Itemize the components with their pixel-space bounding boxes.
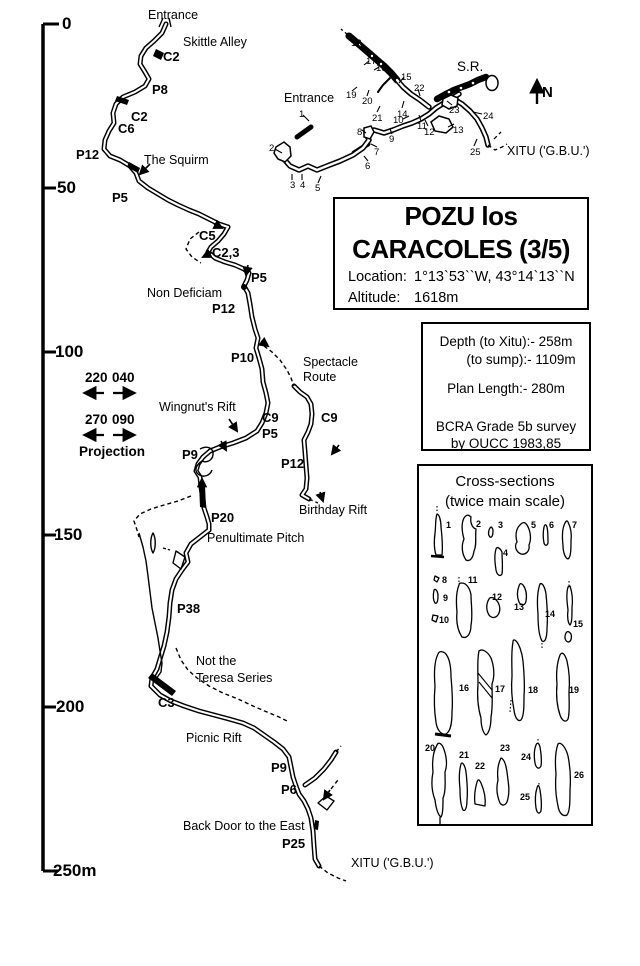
plan-station-number: 14 xyxy=(397,109,408,120)
elevation-label: C6 xyxy=(118,121,135,136)
elevation-label: C5 xyxy=(199,228,216,243)
plan-station-number: 7 xyxy=(374,147,380,158)
elevation-label: P8 xyxy=(152,82,168,97)
cross-section-number: 5 xyxy=(531,520,537,530)
cross-section-number: 25 xyxy=(520,792,531,802)
cross-section-number: 17 xyxy=(495,684,506,694)
depth-tick-label: 50 xyxy=(57,178,76,197)
projection-key-label: Projection xyxy=(79,444,146,459)
cross-section-number: 13 xyxy=(514,602,525,612)
elevation-label: P12 xyxy=(76,147,100,162)
plan-station-number: 24 xyxy=(483,111,494,122)
depth-scale-bar xyxy=(43,24,59,871)
plan-station-number: 8 xyxy=(357,127,363,138)
cross-section-number: 7 xyxy=(572,520,578,530)
cross-section-number: 11 xyxy=(468,575,478,585)
plan-station-number: 22 xyxy=(414,83,425,94)
elevation-label: C9 xyxy=(321,410,338,425)
plan-label: XITU ('G.B.U.') xyxy=(507,144,590,158)
elevation-label: C2 xyxy=(163,49,180,64)
projection-arrows xyxy=(85,393,134,435)
cross-section-number: 22 xyxy=(475,761,486,771)
plan-station-number: 11 xyxy=(417,121,427,132)
cross-section-number: 8 xyxy=(442,575,448,585)
plan-station-number: 12 xyxy=(424,127,435,138)
cross-section-number: 9 xyxy=(443,593,449,603)
plan-station-number: 21 xyxy=(372,113,383,124)
elevation-label: Picnic Rift xyxy=(186,731,242,745)
elevation-label: Not the xyxy=(196,654,237,668)
elevation-profile-walls xyxy=(104,24,336,866)
cross-section-number: 20 xyxy=(425,743,436,753)
depth-to-sump: (to sump):- 1109m xyxy=(466,351,576,367)
depth-tick-label: 100 xyxy=(55,342,84,361)
projection-key-label: 270 xyxy=(85,412,108,427)
elevation-label: Penultimate Pitch xyxy=(207,531,305,545)
map-title-line2: CARACOLES (3/5) xyxy=(352,233,570,264)
elevation-label: XITU ('G.B.U.') xyxy=(351,856,434,870)
cross-section-number: 26 xyxy=(574,770,585,780)
elevation-label: P5 xyxy=(262,426,278,441)
cross-section-number: 23 xyxy=(500,743,511,753)
elevation-label: C3 xyxy=(158,695,175,710)
cross-sections-subtitle: (twice main scale) xyxy=(444,492,566,510)
elevation-label: C9 xyxy=(262,410,279,425)
plan-label: N xyxy=(542,84,553,101)
location-label: Location: xyxy=(348,269,407,286)
elevation-label: Skittle Alley xyxy=(183,35,247,49)
plan-station-number: 18 xyxy=(351,38,362,49)
plan-station-number: 19 xyxy=(346,90,357,101)
depth-tick-label: 150 xyxy=(54,525,83,544)
altitude-label: Altitude: xyxy=(348,290,401,307)
elevation-label: C2,3 xyxy=(212,245,240,260)
projection-key-label: 220 xyxy=(85,370,108,385)
elevation-label: Spectacle xyxy=(303,355,358,369)
elevation-label: P9 xyxy=(182,447,198,462)
plan-length: Plan Length:- 280m xyxy=(447,381,565,397)
elevation-label: Wingnut's Rift xyxy=(159,400,236,414)
cross-section-number: 19 xyxy=(569,685,580,695)
cross-section-number: 12 xyxy=(492,592,503,602)
plan-station-number: 4 xyxy=(300,180,306,191)
location-value: 1°13`53``W, 43°14`13``N xyxy=(414,269,575,286)
elevation-dashed-passages xyxy=(134,232,346,881)
elevation-label: C2 xyxy=(131,109,148,124)
plan-label: S.R. xyxy=(457,59,484,74)
projection-key-label: 040 xyxy=(112,370,135,385)
elevation-label: P12 xyxy=(281,456,305,471)
elevation-label: P6 xyxy=(281,782,297,797)
cross-sections-title: Cross-sections xyxy=(455,473,555,490)
elevation-label: Teresa Series xyxy=(196,671,273,685)
plan-station-number: 6 xyxy=(365,161,371,172)
elevation-label: P25 xyxy=(282,836,306,851)
depth-to-xitu: Depth (to Xitu):- 258m xyxy=(439,334,573,349)
plan-station-number: 10 xyxy=(393,115,404,126)
depth-tick-label: 0 xyxy=(62,14,72,33)
depth-tick-label: 200 xyxy=(56,697,85,716)
cross-section-number: 21 xyxy=(459,750,470,760)
title-box xyxy=(333,197,589,310)
stats-box xyxy=(421,322,591,451)
cross-section-number: 14 xyxy=(545,609,556,619)
elevation-label: P10 xyxy=(231,350,255,365)
plan-station-number: 1 xyxy=(299,109,305,120)
elevation-label: Birthday Rift xyxy=(299,503,368,517)
cross-section-number: 2 xyxy=(476,519,482,529)
elevation-label: Route xyxy=(303,370,337,384)
plan-station-number: 17 xyxy=(366,56,377,67)
plan-view-walls xyxy=(283,80,488,170)
cross-section-number: 3 xyxy=(498,520,504,530)
altitude-value: 1618m xyxy=(414,290,459,307)
cross-section-number: 16 xyxy=(459,683,470,693)
depth-tick-label: 250m xyxy=(53,861,97,880)
plan-station-number: 5 xyxy=(315,183,321,194)
cross-section-number: 15 xyxy=(573,619,584,629)
plan-station-number: 25 xyxy=(470,147,481,158)
plan-label: Entrance xyxy=(284,91,335,105)
plan-station-number: 15 xyxy=(401,72,412,83)
location-line xyxy=(335,269,587,285)
elevation-label: Entrance xyxy=(148,8,199,22)
elevation-label: P38 xyxy=(177,601,201,616)
cross-section-number: 1 xyxy=(446,520,452,530)
cross-section-number: 18 xyxy=(528,685,539,695)
altitude-line xyxy=(335,290,587,306)
plan-station-number: 2 xyxy=(269,143,275,154)
elevation-label: P5 xyxy=(112,190,128,205)
elevation-label: P5 xyxy=(251,270,267,285)
plan-station-number: 16 xyxy=(376,63,387,74)
plan-station-number: 3 xyxy=(290,180,296,191)
plan-station-number: 13 xyxy=(453,125,464,136)
survey-grade: BCRA Grade 5b survey xyxy=(435,418,577,434)
elevation-label: P9 xyxy=(271,760,287,775)
cross-section-number: 24 xyxy=(521,752,532,762)
cross-sections-box xyxy=(417,464,593,826)
plan-station-number: 23 xyxy=(449,105,460,116)
elevation-label: Back Door to the East xyxy=(183,819,305,833)
plan-station-number: 20 xyxy=(362,96,373,107)
elevation-label: The Squirm xyxy=(144,153,209,167)
survey-credit: by OUCC 1983,85 xyxy=(450,436,562,452)
cross-section-number: 4 xyxy=(503,548,509,558)
cross-section-number: 6 xyxy=(549,520,555,530)
projection-key-label: 090 xyxy=(112,412,135,427)
elevation-label: P12 xyxy=(212,301,236,316)
plan-station-number: 9 xyxy=(389,134,395,145)
cross-section-number: 10 xyxy=(439,615,450,625)
elevation-label: P20 xyxy=(211,510,235,525)
elevation-label: Non Deficiam xyxy=(147,286,223,300)
map-title-line1: POZU los xyxy=(404,201,518,231)
